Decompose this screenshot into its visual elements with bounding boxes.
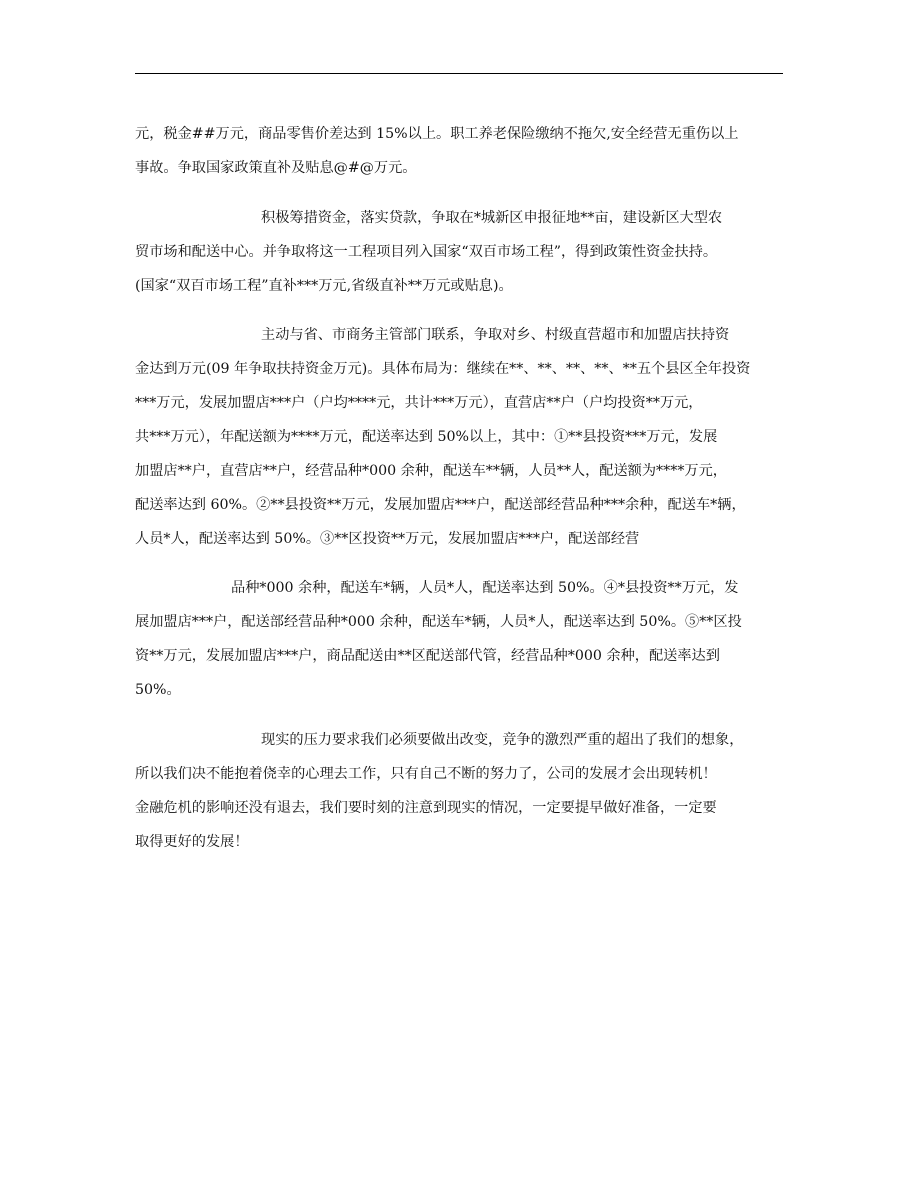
- paragraph-4-line-1: 品种*000 余种，配送车*辆，人员*人，配送率达到 50%。④*县投资**万元，发: [231, 580, 739, 596]
- paragraph-5-line-2: 所以我们决不能抱着侥幸的心理去工作，只有自己不断的努力了，公司的发展才会出现转机！: [135, 766, 717, 782]
- paragraph-2-line-1: 积极筹措资金，落实贷款，争取在*城新区申报征地**亩，建设新区大型农: [261, 210, 723, 226]
- paragraph-4-line-4: 50%。: [135, 682, 181, 698]
- paragraph-1-line-1: 元，税金##万元，商品零售价差达到 15%以上。职工养老保险缴纳不拖欠,安全经营无重伤以上: [135, 126, 739, 142]
- paragraph-3-line-5: 加盟店**户，直营店**户，经营品种*000 余种，配送车**辆，人员**人，配送额为****万元，: [135, 463, 727, 479]
- paragraph-3-line-7: 人员*人，配送率达到 50%。③**区投资**万元，发展加盟店***户，配送部经营: [135, 531, 640, 547]
- paragraph-3-line-1: 主动与省、市商务主管部门联系，争取对乡、村级直营超市和加盟店扶持资: [261, 327, 730, 343]
- paragraph-4-line-3: 资**万元，发展加盟店***户，商品配送由**区配送部代管，经营品种*000 余种，配送率达到: [135, 648, 720, 664]
- paragraph-3-line-2: 金达到万元(09 年争取扶持资金万元)。具体布局为：继续在**、**、**、**、**五个县区全年投资: [135, 361, 751, 377]
- header-rule: [135, 73, 783, 74]
- paragraph-5-line-1: 现实的压力要求我们必须要做出改变，竞争的激烈严重的超出了我们的想象，: [261, 732, 744, 748]
- paragraph-3-line-3: ***万元，发展加盟店***户（户均****元，共计***万元），直营店**户（户均投资**万元，: [135, 395, 703, 411]
- paragraph-5-line-3: 金融危机的影响还没有退去，我们要时刻的注意到现实的情况，一定要提早做好准备，一定要: [135, 800, 717, 816]
- paragraph-2-line-3: (国家“双百市场工程”直补***万元,省级直补**万元或贴息)。: [135, 278, 513, 294]
- paragraph-4-line-2: 展加盟店***户，配送部经营品种*000 余种，配送车*辆，人员*人，配送率达到 50%。⑤**区投: [135, 614, 742, 630]
- paragraph-3-line-4: 共***万元），年配送额为****万元，配送率达到 50%以上，其中：①**县投资***万元，发展: [135, 429, 718, 445]
- paragraph-5-line-4: 取得更好的发展！: [135, 834, 249, 850]
- paragraph-3-line-6: 配送率达到 60%。②**县投资**万元，发展加盟店***户，配送部经营品种***余种，配送车*辆，: [135, 497, 746, 513]
- paragraph-2-line-2: 贸市场和配送中心。并争取将这一工程项目列入国家“双百市场工程”，得到政策性资金扶持。: [135, 244, 718, 260]
- paragraph-1-line-2: 事故。争取国家政策直补及贴息@#@万元。: [135, 160, 417, 176]
